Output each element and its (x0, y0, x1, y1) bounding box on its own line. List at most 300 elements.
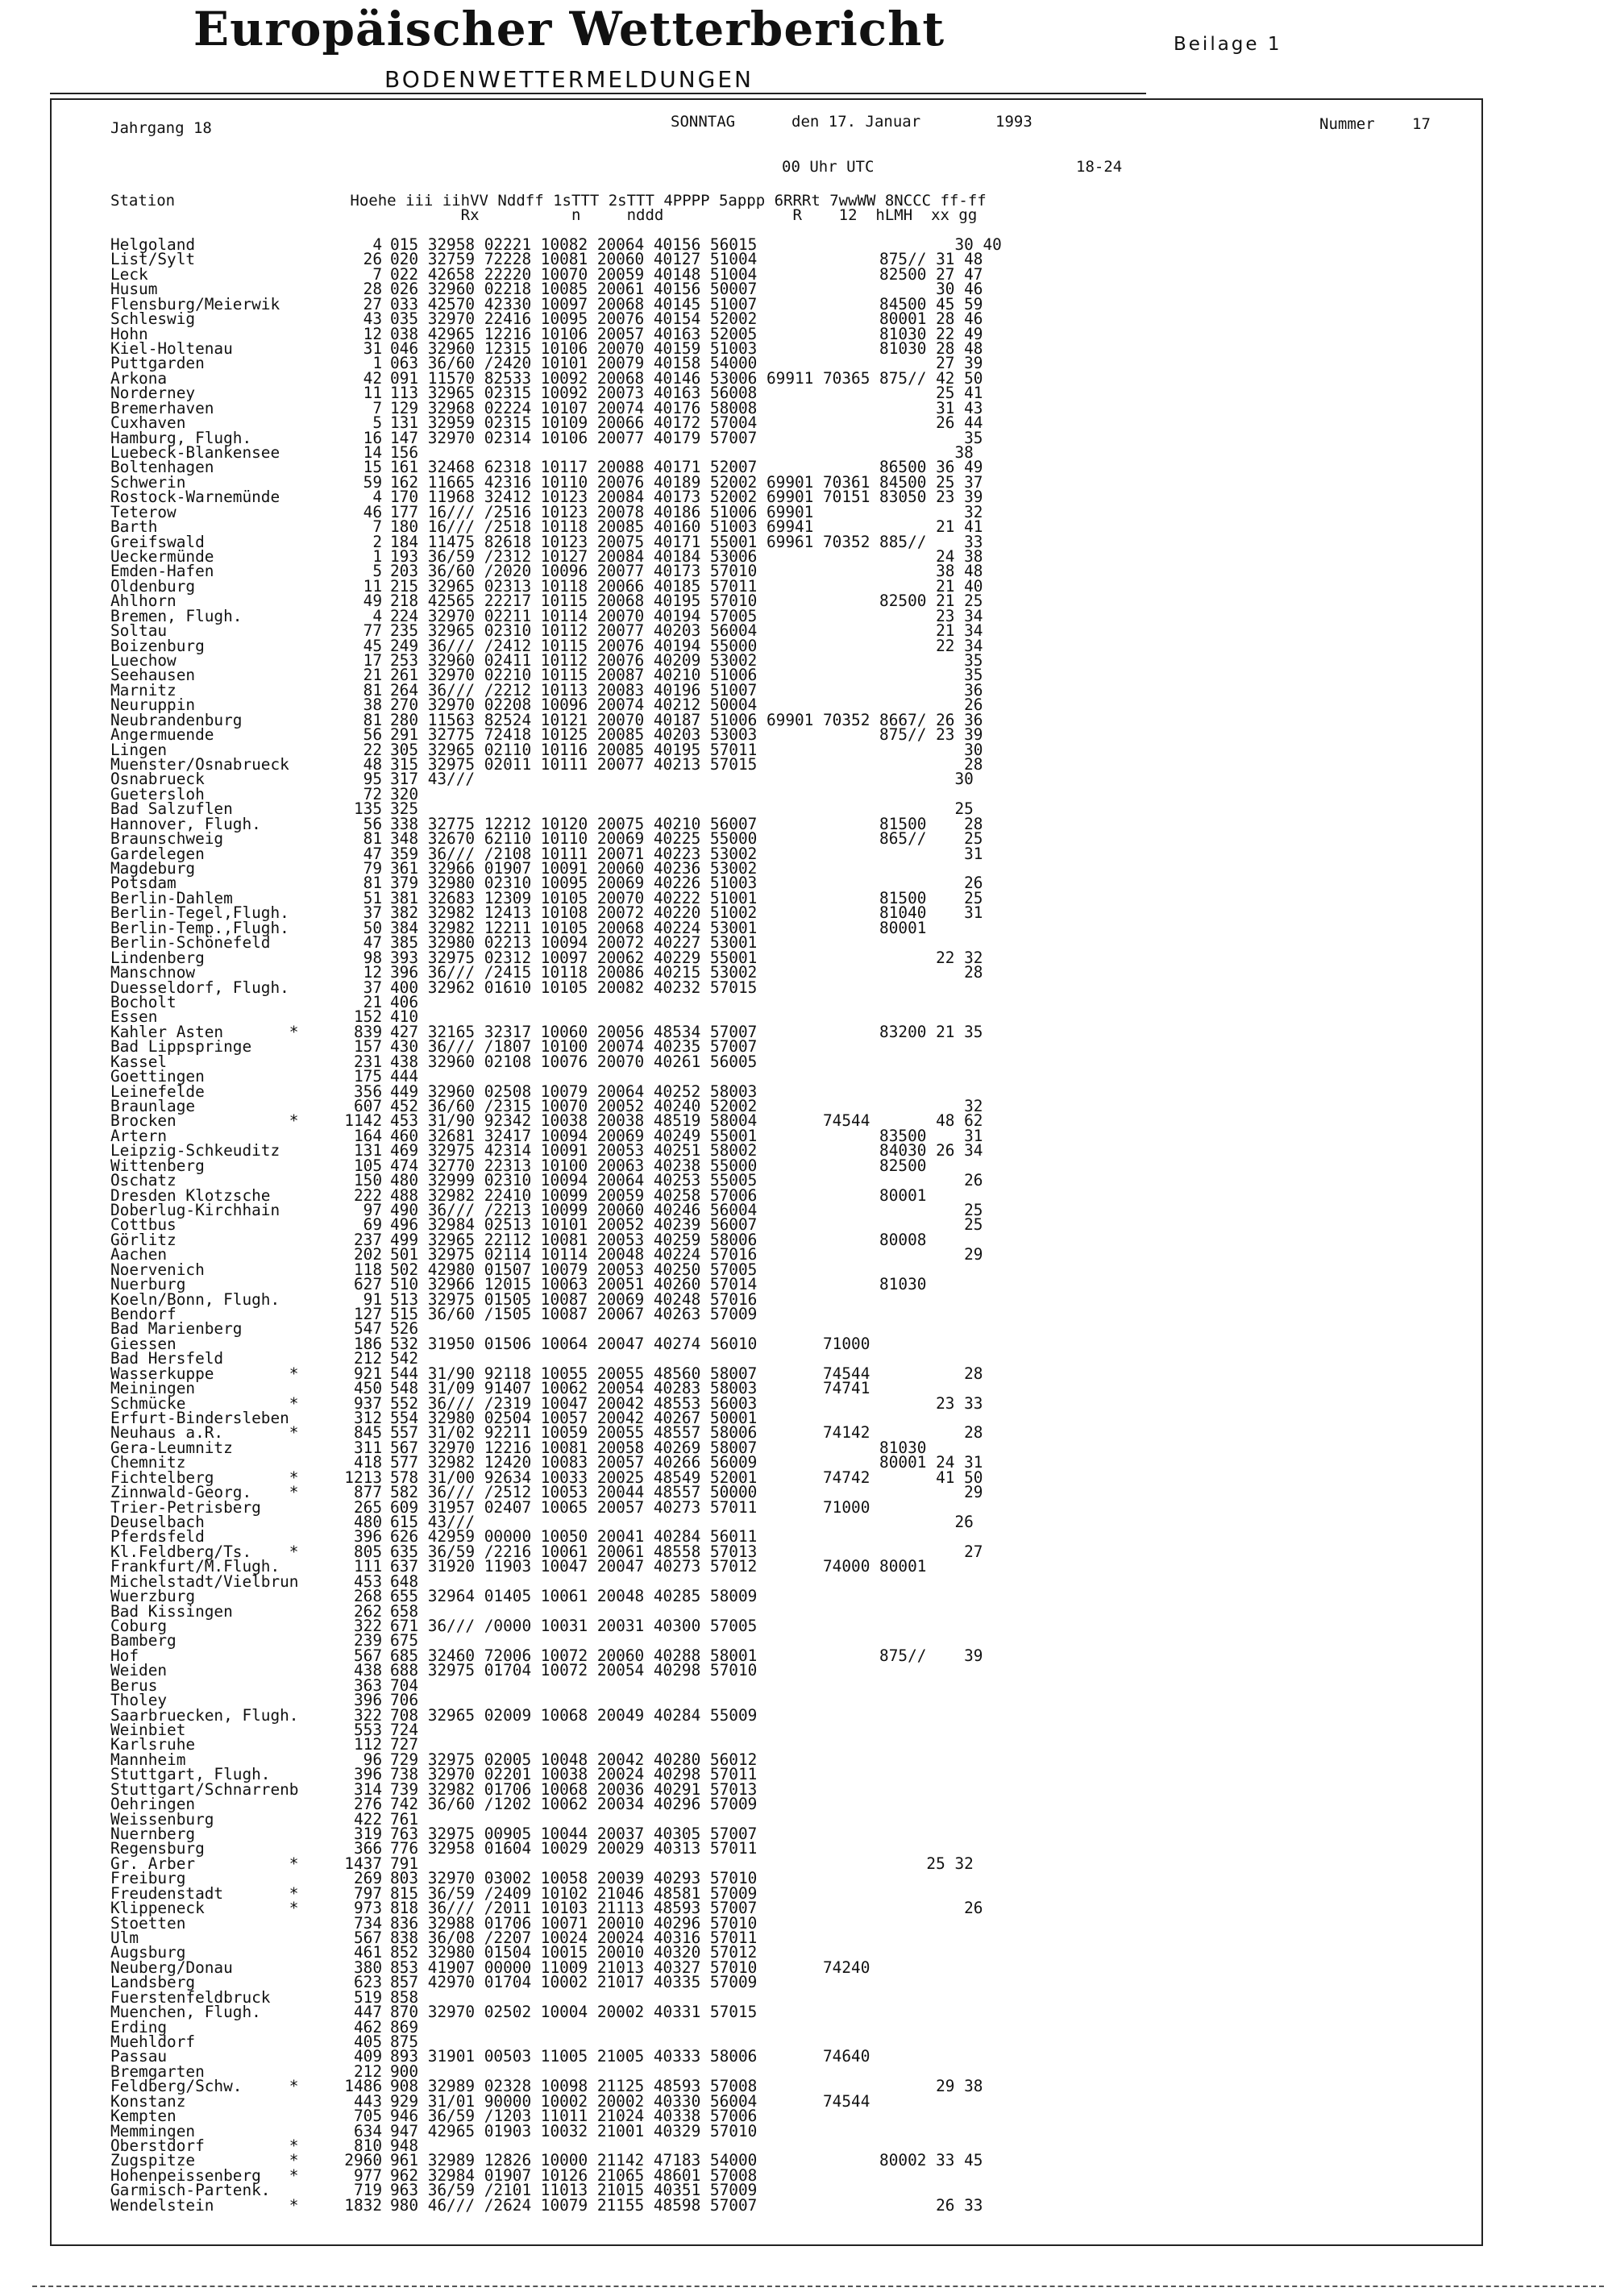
station-observation: 379 32980 02310 10095 20069 40226 51003 26 (390, 874, 983, 893)
table-row (110, 1334, 870, 1353)
station-elevation: 265 (353, 1497, 382, 1517)
station-observation: 763 32975 00905 10044 20037 40305 57007 (390, 1825, 758, 1843)
table-row (110, 1052, 758, 1071)
station-elevation: 131 (353, 1141, 382, 1160)
station-elevation: 567 (353, 1929, 382, 1948)
station-elevation: 839 (353, 1022, 382, 1041)
station-observation: 675 (390, 1631, 419, 1650)
station-name: Klippeneck * (110, 1899, 299, 1918)
station-name: Stuttgart, Flugh. (110, 1765, 271, 1784)
station-observation: 091 11570 82533 10092 20068 40146 53006 69911 70365 875// 42 50 (390, 368, 983, 388)
station-name: Neuberg/Donau (110, 1958, 233, 1977)
station-observation: 671 36/// /0000 10031 20031 40300 57005 (390, 1616, 758, 1635)
station-name: Artern (110, 1126, 168, 1145)
station-observation: 929 31/01 90000 10002 20002 40330 56004 74544 (390, 2091, 870, 2111)
station-elevation: 15 (363, 458, 382, 477)
station-elevation: 356 (353, 1082, 382, 1101)
station-name: Pferdsfeld (110, 1527, 205, 1547)
station-elevation: 845 (353, 1423, 382, 1443)
station-observation: 325 25 (390, 799, 974, 819)
station-name: Memmingen (110, 2121, 196, 2140)
station-name: Husum (110, 280, 158, 299)
station-observation: 626 42959 00000 10050 20041 40284 56011 (390, 1527, 758, 1547)
station-observation: 235 32965 02310 10112 20077 40203 56004 21 34 (390, 621, 983, 641)
station-name: Berlin-Dahlem (110, 888, 233, 907)
station-elevation: 231 (353, 1052, 382, 1071)
station-name: Hannover, Flugh. (110, 814, 261, 833)
page-bottom-edge (32, 2286, 1604, 2290)
station-name: Puttgarden (110, 354, 205, 373)
station-name: Essen (110, 1007, 158, 1027)
station-elevation: 5 (372, 562, 382, 581)
station-observation: 893 31901 00503 11005 21005 40333 58006 74640 (390, 2047, 870, 2066)
station-name: Neuhaus a.R. * (110, 1423, 299, 1443)
station-name: Hohenpeissenberg * (110, 2165, 299, 2185)
station-observation: 320 (390, 784, 419, 803)
table-row (110, 978, 758, 997)
station-observation: 552 36/// /2319 10047 20042 48553 56003 23 33 (390, 1393, 983, 1413)
station-observation: 452 36/60 /2315 10070 20052 40240 52002 32 (390, 1096, 983, 1115)
station-elevation: 396 (353, 1527, 382, 1547)
station-name: Muenster/Osnabrueck (110, 755, 289, 774)
station-name: Teterow (110, 502, 177, 521)
station-elevation: 1213 (344, 1468, 382, 1487)
table-row (110, 1663, 757, 1678)
observation-time: 00 Uhr UTC (782, 158, 875, 176)
station-observation: 393 32975 02312 10097 20062 40229 55001 22 32 (390, 948, 983, 967)
station-elevation: 164 (353, 1126, 382, 1145)
station-observation: 264 36/// /2212 10113 20083 40196 51007 36 (390, 680, 983, 700)
station-name: Karlsruhe (110, 1735, 196, 1754)
station-observation: 015 32958 02221 10082 20064 40156 56015 30 40 (390, 235, 1002, 254)
station-observation: 177 16/// /2516 10123 20078 40186 51006 69901 32 (390, 502, 983, 521)
station-observation: 381 32683 12309 10105 20070 40222 51001 81500 25 (390, 888, 983, 907)
station-elevation: 21 (363, 992, 382, 1011)
station-elevation: 937 (353, 1393, 382, 1413)
station-observation: 578 31/00 92634 10033 20025 48549 52001 74742 41 50 (390, 1468, 983, 1487)
station-elevation: 380 (353, 1958, 382, 1977)
station-name: Brocken * (110, 1111, 299, 1131)
station-name: Doberlug-Kirchhain (110, 1200, 280, 1219)
station-name: Cuxhaven (110, 413, 186, 433)
station-elevation: 72 (363, 784, 382, 803)
station-observation: 184 11475 82618 10123 20075 40171 55001 69961 70352 885// 33 (390, 532, 983, 551)
page-title: Europäischer Wetterbericht (193, 2, 945, 56)
station-observation: 658 (390, 1601, 419, 1621)
station-name: Greifswald (110, 532, 205, 551)
station-elevation: 461 (353, 1943, 382, 1962)
station-elevation: 447 (353, 2003, 382, 2022)
station-elevation: 186 (353, 1334, 382, 1353)
station-observation: 908 32989 02328 10098 21125 48593 57008 29 38 (390, 2077, 983, 2096)
station-elevation: 322 (353, 1705, 382, 1725)
station-observation: 532 31950 01506 10064 20047 40274 56010 71000 (390, 1334, 870, 1353)
station-observation: 161 32468 62318 10117 20088 40171 52007 86500 36 49 (390, 458, 983, 477)
station-observation: 261 32970 02210 10115 20087 40210 51006 35 (390, 666, 983, 685)
station-observation: 046 32960 12315 10106 20070 40159 51003 81030 28 48 (390, 339, 983, 358)
station-elevation: 212 (353, 1349, 382, 1368)
station-name: Marnitz (110, 680, 177, 700)
station-observation: 385 32980 02213 10094 20072 40227 53001 (390, 933, 758, 953)
table-row (110, 2049, 870, 2064)
station-observation: 655 32964 01405 10061 20048 40285 58009 (390, 1587, 758, 1606)
station-name: Manschnow (110, 963, 196, 982)
station-elevation: 1 (372, 354, 382, 373)
station-elevation: 98 (363, 948, 382, 967)
station-name: Deuselbach (110, 1512, 205, 1531)
station-name: Schwerin (110, 472, 186, 492)
station-name: Osnabrueck (110, 770, 205, 789)
station-elevation: 607 (353, 1096, 382, 1115)
station-name: Arkona (110, 368, 168, 388)
station-elevation: 319 (353, 1825, 382, 1843)
station-name: Bad Salzuflen (110, 799, 233, 819)
station-elevation: 921 (353, 1364, 382, 1383)
station-elevation: 27 (363, 294, 382, 313)
station-observation: 706 (390, 1691, 419, 1710)
station-elevation: 237 (353, 1230, 382, 1249)
station-observation: 582 36/// /2512 10053 20044 48557 50000 29 (390, 1483, 983, 1502)
station-elevation: 634 (353, 2121, 382, 2140)
station-observation: 609 31957 02407 10065 20057 40273 57011 71000 (390, 1497, 870, 1517)
station-observation: 858 (390, 1987, 419, 2007)
station-elevation: 4 (372, 606, 382, 625)
station-elevation: 553 (353, 1721, 382, 1739)
station-observation: 474 32770 22313 10100 20063 40238 55000 82500 (390, 1156, 927, 1175)
station-elevation: 366 (353, 1839, 382, 1858)
station-name: Neuruppin (110, 695, 196, 715)
station-elevation: 22 (363, 740, 382, 759)
station-name: Wasserkuppe * (110, 1364, 299, 1383)
station-observation: 685 32460 72006 10072 20060 40288 58001 875// 39 (390, 1646, 983, 1665)
station-name: Braunlage (110, 1096, 196, 1115)
station-observation: 567 32970 12216 10081 20058 40269 58007 81030 (390, 1438, 927, 1457)
station-elevation: 262 (353, 1601, 382, 1621)
station-elevation: 81 (363, 680, 382, 700)
station-elevation: 175 (353, 1067, 382, 1086)
station-elevation: 7 (372, 517, 382, 537)
station-elevation: 519 (353, 1987, 382, 2007)
station-observation: 147 32970 02314 10106 20077 40179 57007 35 (390, 428, 983, 447)
station-name: Stoetten (110, 1913, 186, 1933)
station-observation: 193 36/59 /2312 10127 20084 40184 53006 24 38 (390, 547, 983, 567)
station-elevation: 59 (363, 472, 382, 492)
station-elevation: 50 (363, 918, 382, 937)
station-name: Wittenberg (110, 1156, 205, 1175)
title-rule (50, 93, 1146, 94)
station-name: Zugspitze * (110, 2151, 299, 2170)
station-name: Mannheim (110, 1750, 186, 1769)
station-name: Fuerstenfeldbruck (110, 1987, 271, 2007)
station-observation: 156 38 (390, 443, 974, 463)
station-name: Berlin-Tegel,Flugh. (110, 903, 289, 923)
station-name: Hof (110, 1646, 139, 1665)
station-elevation: 453 (353, 1571, 382, 1591)
station-elevation: 69 (363, 1215, 382, 1235)
station-observation: 438 32960 02108 10076 20070 40261 56005 (390, 1052, 758, 1071)
station-observation: 291 32775 72418 10125 20085 40203 53003 875// 23 39 (390, 725, 983, 745)
table-row (110, 2005, 757, 2020)
station-observation: 427 32165 32317 10060 20056 48534 57007 83200 21 35 (390, 1022, 983, 1041)
station-name: Bamberg (110, 1631, 177, 1650)
station-name: Boltenhagen (110, 458, 214, 477)
station-name: Ahlhorn (110, 592, 177, 611)
station-elevation: 363 (353, 1675, 382, 1695)
station-name: Weiden (110, 1661, 168, 1680)
station-name: Saarbruecken, Flugh. (110, 1705, 299, 1725)
station-observation: 637 31920 11903 10047 20047 40273 57012 74000 80001 (390, 1557, 927, 1576)
station-observation: 218 42565 22217 10115 20068 40195 57010 82500 21 25 (390, 592, 983, 611)
station-elevation: 567 (353, 1646, 382, 1665)
station-elevation: 314 (353, 1779, 382, 1799)
station-name: Weinbiet (110, 1721, 186, 1739)
station-name: Bremerhaven (110, 398, 214, 417)
station-elevation: 239 (353, 1631, 382, 1650)
station-observation: 020 32759 72228 10081 20060 40127 51004 875// 31 48 (390, 250, 983, 269)
station-elevation: 112 (353, 1735, 382, 1754)
station-name: Nuernberg (110, 1825, 196, 1843)
station-name: Bad Hersfeld (110, 1349, 224, 1368)
station-name: Meiningen (110, 1379, 196, 1398)
station-observation: 348 32670 62110 10110 20069 40225 55000 865// 25 (390, 829, 983, 849)
station-elevation: 311 (353, 1438, 382, 1457)
station-observation: 548 31/09 91407 10062 20054 40283 58003 74741 (390, 1379, 870, 1398)
station-elevation: 37 (363, 903, 382, 923)
station-observation: 249 36/// /2412 10115 20076 40194 55000 22 34 (390, 636, 983, 655)
station-observation: 635 36/59 /2216 10061 20061 48558 57013 27 (390, 1542, 983, 1561)
station-elevation: 322 (353, 1616, 382, 1635)
table-row (110, 772, 974, 787)
station-observation: 852 32980 01504 10015 20010 40320 57012 (390, 1943, 758, 1962)
station-observation: 729 32975 02005 10048 20042 40280 56012 (390, 1750, 758, 1769)
station-observation: 131 32959 02315 10109 20066 40172 57004 26 44 (390, 413, 983, 433)
station-observation: 026 32960 02218 10085 20061 40156 50007 30 46 (390, 280, 983, 299)
page-subtitle: BODENWETTERMELDUNGEN (384, 66, 754, 93)
station-name: Duesseldorf, Flugh. (110, 978, 289, 997)
station-observation: 542 (390, 1349, 419, 1368)
station-observation: 449 32960 02508 10079 20064 40252 58003 (390, 1082, 758, 1101)
station-name: Michelstadt/Vielbrun (110, 1571, 299, 1591)
station-elevation: 77 (363, 621, 382, 641)
station-observation: 791 25 32 (390, 1854, 974, 1873)
station-elevation: 2 (372, 532, 382, 551)
station-elevation: 810 (353, 2136, 382, 2156)
station-elevation: 127 (353, 1304, 382, 1323)
station-observation: 499 32965 22112 10081 20053 40259 58006 80008 (390, 1230, 927, 1249)
station-name: Gr. Arber * (110, 1854, 299, 1873)
station-name: Erding (110, 2017, 168, 2037)
station-name: Bad Kissingen (110, 1601, 233, 1621)
station-observation: 305 32965 02110 10116 20085 40195 57011 30 (390, 740, 983, 759)
station-elevation: 547 (353, 1319, 382, 1339)
station-observation: 469 32975 42314 10091 20053 40251 58002 84030 26 34 (390, 1141, 983, 1160)
station-name: Kempten (110, 2107, 177, 2126)
station-observation: 513 32975 01505 10087 20069 40248 57016 (390, 1289, 758, 1309)
station-elevation: 268 (353, 1587, 382, 1606)
station-name: Braunschweig (110, 829, 224, 849)
station-observation: 727 (390, 1735, 419, 1754)
station-elevation: 4 (372, 488, 382, 507)
station-observation: 382 32982 12413 10108 20072 40220 51002 81040 31 (390, 903, 983, 923)
station-elevation: 26 (363, 250, 382, 269)
station-name: Guetersloh (110, 784, 205, 803)
station-elevation: 443 (353, 2091, 382, 2111)
station-observation: 444 (390, 1067, 419, 1086)
station-elevation: 797 (353, 1883, 382, 1903)
station-elevation: 49 (363, 592, 382, 611)
station-elevation: 877 (353, 1483, 382, 1502)
station-name: Fichtelberg * (110, 1468, 299, 1487)
station-observation: 869 (390, 2017, 419, 2037)
station-observation: 776 32958 01604 10029 20029 40313 57011 (390, 1839, 758, 1858)
station-elevation: 37 (363, 978, 382, 997)
station-observation: 460 32681 32417 10094 20069 40249 55001 83500 31 (390, 1126, 983, 1145)
station-elevation: 47 (363, 844, 382, 863)
station-name: Landsberg (110, 1973, 196, 1992)
station-elevation: 45 (363, 636, 382, 655)
station-elevation: 805 (353, 1542, 382, 1561)
station-name: Garmisch-Partenk. (110, 2181, 271, 2200)
station-name: Seehausen (110, 666, 196, 685)
station-elevation: 462 (353, 2017, 382, 2037)
station-name: Berus (110, 1675, 158, 1695)
station-name: Boizenburg (110, 636, 205, 655)
station-name: Regensburg (110, 1839, 205, 1858)
table-row (110, 1616, 758, 1635)
station-observation: 742 36/60 /1202 10062 20034 40296 57009 (390, 1795, 758, 1814)
column-subheader: Rx n nddd R 12 hLMH xx gg (110, 206, 978, 224)
station-name: Norderney (110, 384, 196, 403)
station-name: Bremen, Flugh. (110, 606, 243, 625)
station-name: Leinefelde (110, 1082, 205, 1101)
station-name: Wendelstein * (110, 2195, 299, 2215)
station-observation: 453 31/90 92342 10038 20038 48519 58004 74544 48 62 (390, 1111, 983, 1131)
station-observation: 704 (390, 1675, 419, 1695)
station-elevation: 1437 (344, 1854, 382, 1873)
station-name: Schmücke * (110, 1393, 299, 1413)
station-name: Freudenstadt * (110, 1883, 299, 1903)
station-elevation: 405 (353, 2032, 382, 2052)
year-label: 1993 (995, 113, 1032, 131)
station-observation: 488 32982 22410 10099 20059 40258 57006 80001 (390, 1185, 927, 1205)
station-name: Konstanz (110, 2091, 186, 2111)
station-elevation: 118 (353, 1260, 382, 1279)
station-name: Oehringen (110, 1795, 196, 1814)
station-name: Muenchen, Flugh. (110, 2003, 261, 2022)
station-elevation: 269 (353, 1869, 382, 1888)
station-observation: 870 32970 02502 10004 20002 40331 57015 (390, 2003, 758, 2022)
station-observation: 315 32975 02011 10111 20077 40213 57015 28 (390, 755, 983, 774)
station-observation: 501 32975 02114 10114 20048 40224 57016 29 (390, 1245, 983, 1264)
station-observation: 035 32970 22416 10095 20076 40154 52002 80001 28 46 (390, 309, 983, 329)
station-elevation: 47 (363, 933, 382, 953)
station-observation: 557 31/02 92211 10059 20055 48557 58006 74142 28 (390, 1423, 983, 1443)
station-observation: 961 32989 12826 10000 21142 47183 54000 80002 33 45 (390, 2151, 983, 2170)
station-elevation: 31 (363, 339, 382, 358)
station-name: Kiel-Holtenau (110, 339, 233, 358)
station-observation: 063 36/60 /2420 10101 20079 40158 54000 27 39 (390, 354, 983, 373)
station-observation: 280 11563 82524 10121 20070 40187 51006 69901 70352 8667/ 26 36 (390, 710, 983, 729)
station-observation: 038 42965 12216 10106 20057 40163 52005 81030 22 49 (390, 324, 983, 343)
weekday-label: SONNTAG (671, 113, 736, 131)
station-name: Bocholt (110, 992, 177, 1011)
station-name: Barth (110, 517, 158, 537)
station-observation: 818 36/// /2011 10103 21113 48593 57007 26 (390, 1899, 983, 1918)
station-elevation: 409 (353, 2047, 382, 2066)
station-elevation: 480 (353, 1512, 382, 1531)
station-elevation: 21 (363, 666, 382, 685)
station-observation: 410 (390, 1007, 419, 1027)
issue-number-label: Nummer (1319, 115, 1375, 133)
station-name: Tholey (110, 1691, 168, 1710)
station-elevation: 42 (363, 368, 382, 388)
station-elevation: 79 (363, 859, 382, 878)
station-elevation: 719 (353, 2181, 382, 2200)
station-elevation: 222 (353, 1185, 382, 1205)
station-name: Gera-Leumnitz (110, 1438, 233, 1457)
station-name: Berlin-Schönefeld (110, 933, 271, 953)
station-elevation: 202 (353, 1245, 382, 1264)
station-name: Ulm (110, 1929, 139, 1948)
supplement-label: Beilage 1 (1174, 34, 1282, 55)
station-elevation: 1832 (344, 2195, 382, 2215)
station-observation: 724 (390, 1721, 419, 1739)
station-name: Emden-Hafen (110, 562, 214, 581)
station-elevation: 1486 (344, 2077, 382, 2096)
station-name: Bad Marienberg (110, 1319, 243, 1339)
station-elevation: 14 (363, 443, 382, 463)
station-name: Helgoland (110, 235, 196, 254)
station-observation: 615 43/// 26 (390, 1512, 974, 1531)
station-elevation: 81 (363, 874, 382, 893)
station-name: Magdeburg (110, 859, 196, 878)
station-name: Görlitz (110, 1230, 177, 1249)
station-name: Luechow (110, 651, 177, 671)
station-elevation: 46 (363, 502, 382, 521)
station-elevation: 96 (363, 1750, 382, 1769)
station-name: Wuerzburg (110, 1587, 196, 1606)
station-name: Dresden Klotzsche (110, 1185, 271, 1205)
station-observation: 430 36/// /1807 10100 20074 40235 57007 (390, 1037, 758, 1057)
station-name: Oschatz (110, 1171, 177, 1190)
station-observation: 853 41907 00000 11009 21013 40327 57010 74240 (390, 1958, 870, 1977)
station-name: Rostock-Warnemünde (110, 488, 280, 507)
station-observation: 526 (390, 1319, 419, 1339)
station-elevation: 12 (363, 324, 382, 343)
station-elevation: 56 (363, 814, 382, 833)
station-observation: 170 11968 32412 10123 20084 40173 52002 69901 70151 83050 23 39 (390, 488, 983, 507)
station-name: List/Sylt (110, 250, 196, 269)
station-name: Giessen (110, 1334, 177, 1353)
station-observation: 129 32968 02224 10107 20074 40176 58008 31 43 (390, 398, 983, 417)
station-observation: 761 (390, 1809, 419, 1829)
station-observation: 648 (390, 1571, 419, 1591)
station-name: Muehldorf (110, 2032, 196, 2052)
station-observation: 502 42980 01507 10079 20053 40250 57005 (390, 1260, 758, 1279)
station-name: Coburg (110, 1616, 168, 1635)
station-observation: 253 32960 02411 10112 20076 40209 53002 35 (390, 651, 983, 671)
station-elevation: 38 (363, 695, 382, 715)
station-elevation: 312 (353, 1408, 382, 1427)
station-observation: 875 (390, 2032, 419, 2052)
station-elevation: 111 (353, 1557, 382, 1576)
station-observation: 836 32988 01706 10071 20010 40296 57010 (390, 1913, 758, 1933)
station-elevation: 734 (353, 1913, 382, 1933)
station-elevation: 396 (353, 1691, 382, 1710)
station-name: Luebeck-Blankensee (110, 443, 280, 463)
station-elevation: 48 (363, 755, 382, 774)
station-name: Koeln/Bonn, Flugh. (110, 1289, 280, 1309)
